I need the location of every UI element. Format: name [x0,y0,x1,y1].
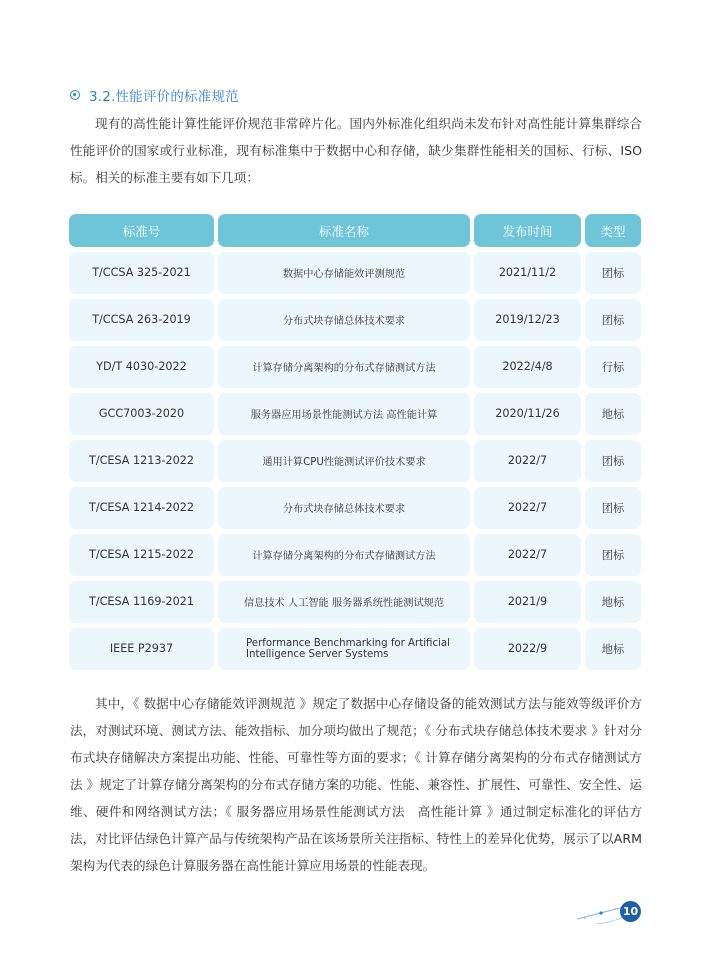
cell-date: 2022/4/8 [474,346,581,389]
section-title: 3.2.性能评价的标准规范 [89,89,239,105]
cell-name: 分布式块存储总体技术要求 [218,299,470,342]
cell-type: 地标 [585,581,641,624]
cell-code: T/CESA 1169-2021 [69,581,214,624]
page-number-badge: 10 [620,901,641,922]
cell-date: 2020/11/26 [474,393,581,436]
cell-name: Performance Benchmarking for Artificial Intelligence Server Systems [218,628,470,671]
cell-name: 数据中心存储能效评测规范 [218,252,470,295]
cell-type: 地标 [585,628,641,671]
cell-code: T/CESA 1215-2022 [69,534,214,577]
cell-code: T/CCSA 325-2021 [69,252,214,295]
cell-type: 团标 [585,252,641,295]
cell-type: 团标 [585,440,641,483]
cell-code: YD/T 4030-2022 [69,346,214,389]
cell-type: 团标 [585,299,641,342]
cell-type: 地标 [585,393,641,436]
header-name: 标准名称 [218,214,470,247]
cell-date: 2021/9 [474,581,581,624]
section-heading [70,86,239,104]
cell-name: 分布式块存储总体技术要求 [218,487,470,530]
cell-name: 信息技术 人工智能 服务器系统性能测试规范 [218,581,470,624]
cell-date: 2022/7 [474,534,581,577]
cell-code: IEEE P2937 [69,628,214,671]
cell-code: T/CESA 1213-2022 [69,440,214,483]
cell-name: 计算存储分离架构的分布式存储测试方法 [218,534,470,577]
cell-code: GCC7003-2020 [69,393,214,436]
cell-date: 2021/11/2 [474,252,581,295]
standards-table [69,214,641,670]
cell-type: 行标 [585,346,641,389]
header-type: 类型 [585,214,641,247]
cell-name: 服务器应用场景性能测试方法 高性能计算 [218,393,470,436]
intro-paragraph: 现有的高性能计算性能评价规范非常碎片化。国内外标准化组织尚未发布针对高性能计算集群综合性能评价的国家或行业标准，现有标准集中于数据中心和存储，缺少集群性能相关的国标、行标、ISO标。相关的标准主要有如下几项： [70,116,642,185]
header-date: 发布时间 [474,214,581,247]
cell-date: 2019/12/23 [474,299,581,342]
bullet-icon [70,90,80,100]
cell-date: 2022/9 [474,628,581,671]
cell-date: 2022/7 [474,487,581,530]
cell-type: 团标 [585,487,641,530]
cell-code: T/CCSA 263-2019 [69,299,214,342]
header-code: 标准号 [69,214,214,247]
cell-name: 计算存储分离架构的分布式存储测试方法 [218,346,470,389]
cell-type: 团标 [585,534,641,577]
body-paragraph: 其中，《 数据中心存储能效评测规范 》规定了数据中心存储设备的能效测试方法与能效等级评价方法，对测试环境、测试方法、能效指标、加分项均做出了规范；《 分布式块存储总体技术要求 》针对分布式块存储解决方案提出功能、性能、可靠性等方面的要求；《 计算存储分离架构的分布式存储测试方法 》规定了计算存储分离架构的分布式存储方案的功能、性能、兼容性、扩展性、可靠性、安全性、运维、硬件和网络测试方法；《 服务器应用场景性能测试方法 高性能计算 》通过制定标准化的评估方法，对比评估绿色计算产品与传统架构产品在该场景所关注指标、特性上的差异化优势，展示了以ARM架构为代表的绿色计算服务器在高性能计算应用场景的性能表现。 [70,696,642,873]
cell-date: 2022/7 [474,440,581,483]
cell-name: 通用计算CPU性能测试评价技术要求 [218,440,470,483]
cell-code: T/CESA 1214-2022 [69,487,214,530]
